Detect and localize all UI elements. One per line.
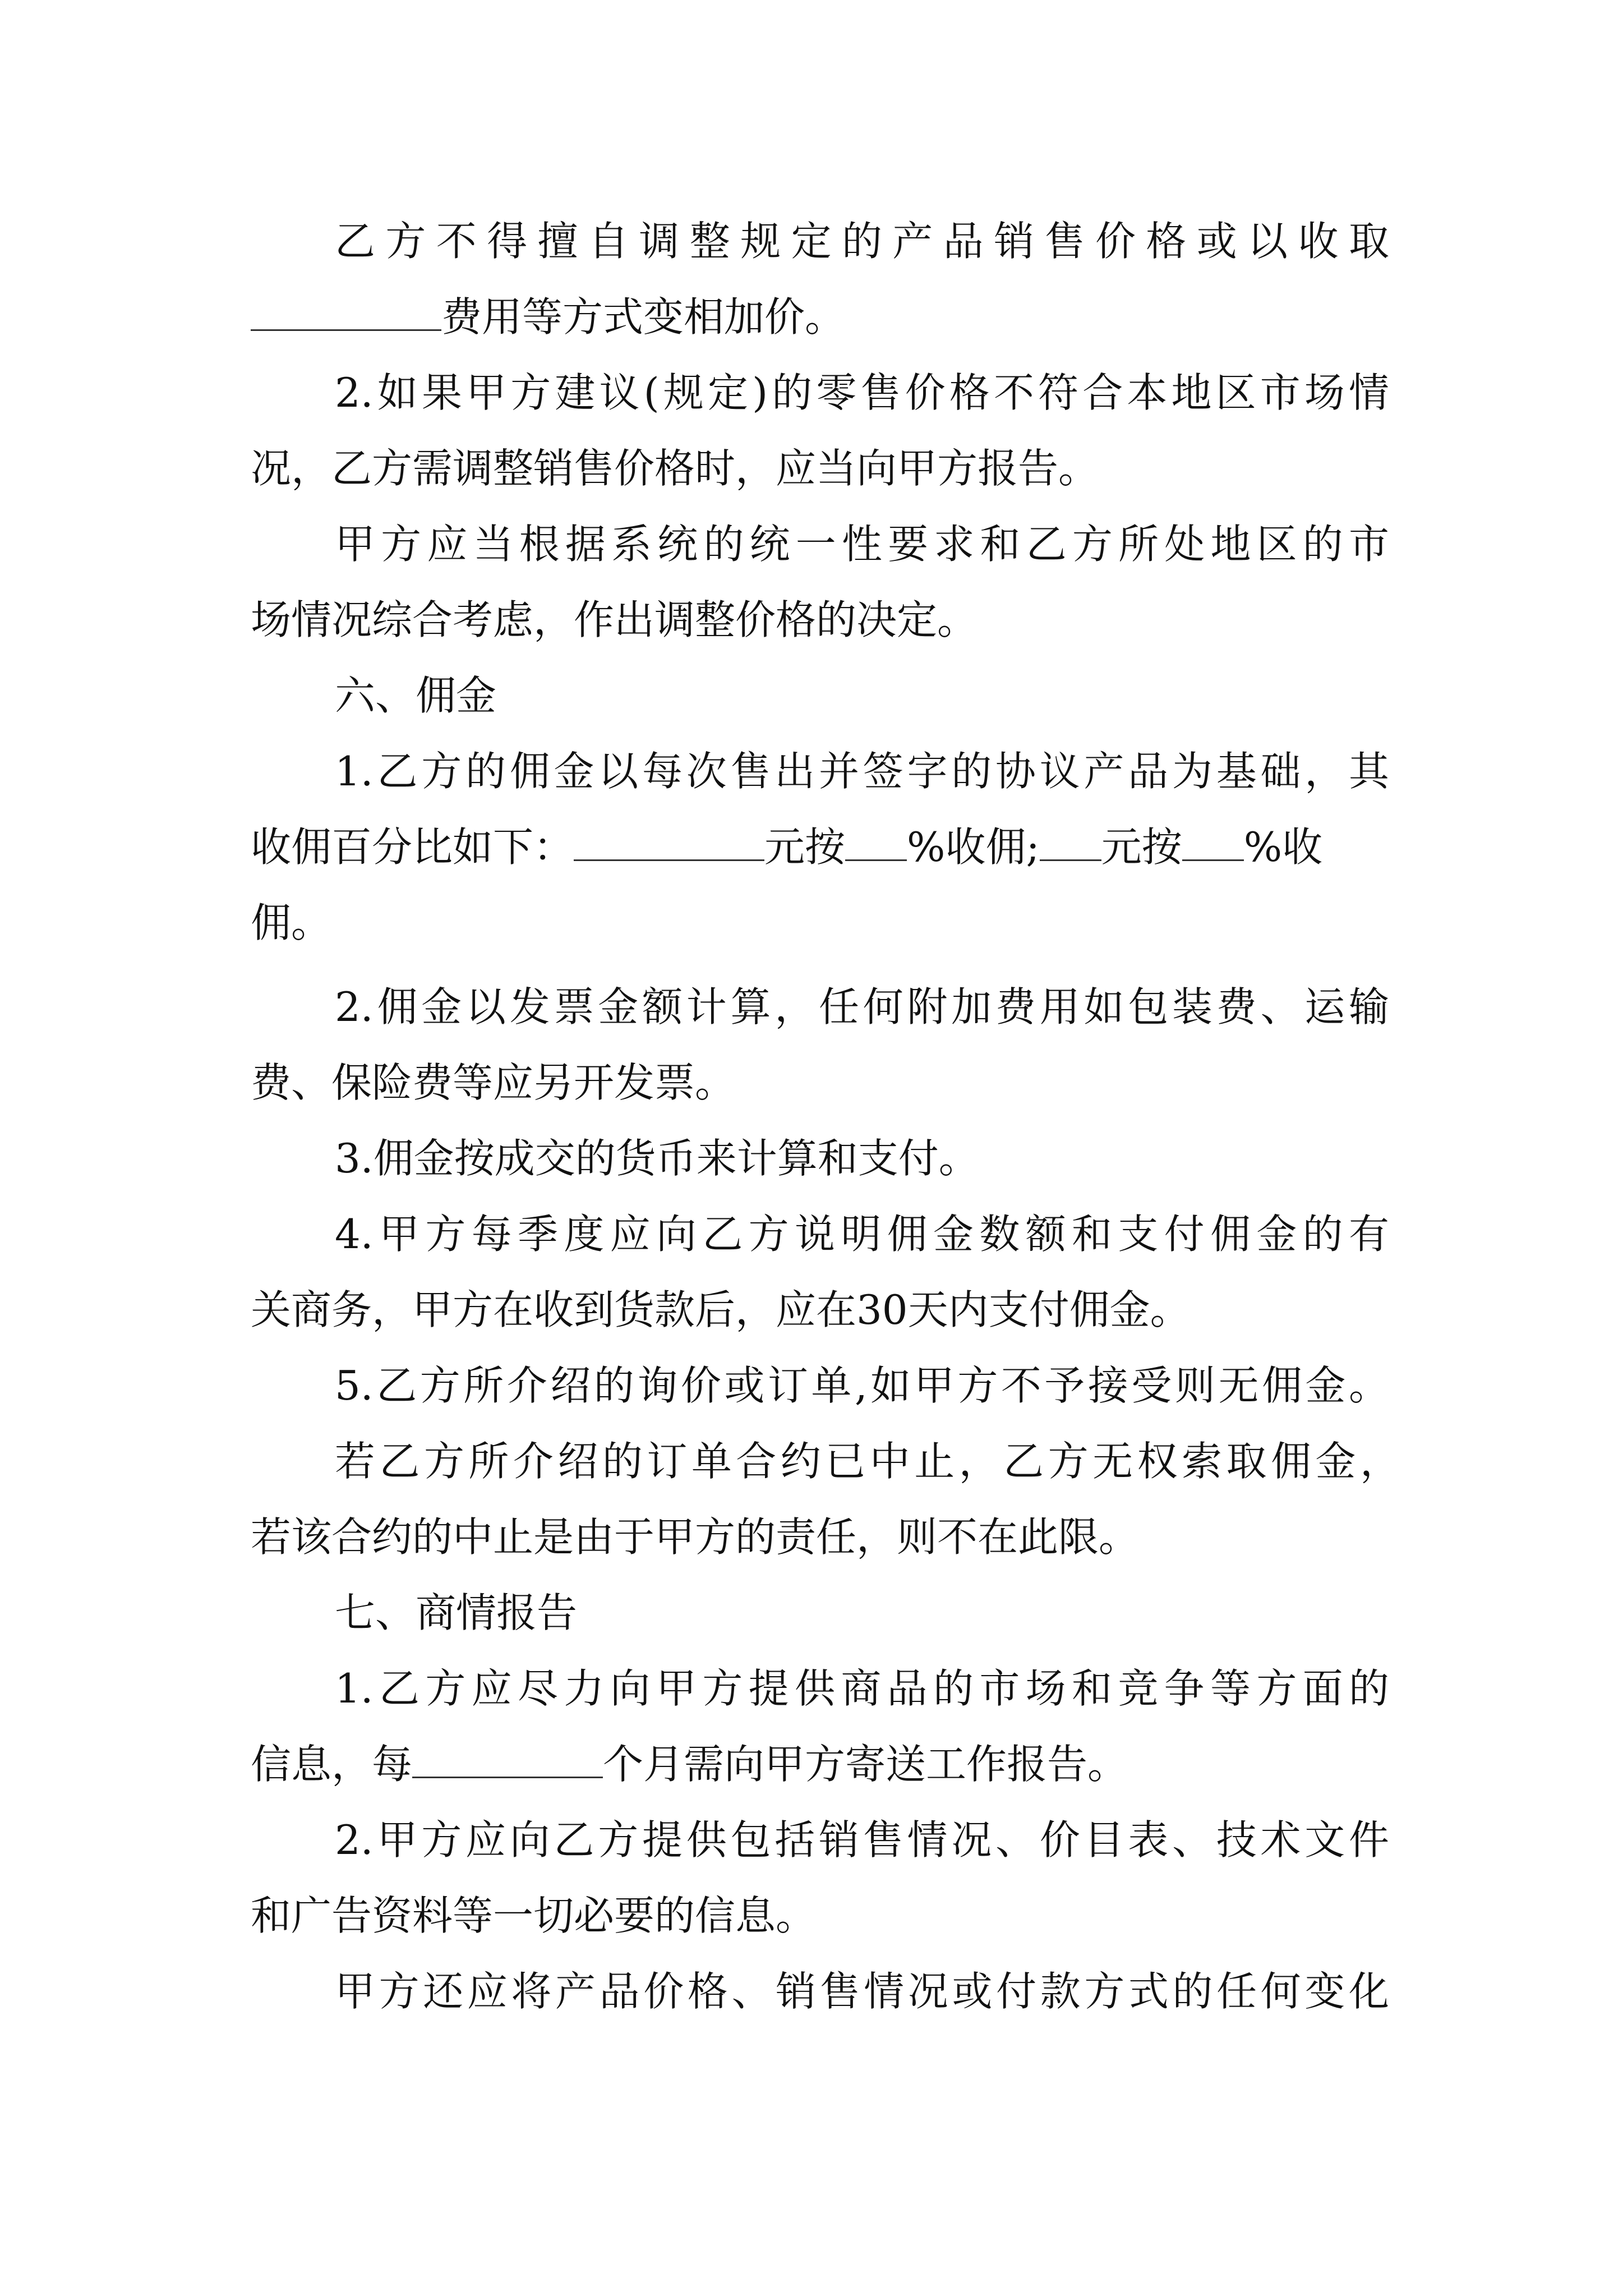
line-text: 乙方不得擅自调整规定的产品销售价格或以收取 bbox=[335, 218, 1389, 265]
line-text: 若该合约的中止是由于甲方的责任，则不在此限。 bbox=[251, 1513, 1140, 1561]
line-text: 5.乙方所介绍的询价或订单,如甲方不予接受则无佣金。 bbox=[335, 1362, 1389, 1409]
section-heading bbox=[335, 1579, 1473, 1646]
line-text: 费用等方式变相加价。 bbox=[441, 293, 846, 341]
fill-in-blank bbox=[1182, 816, 1244, 861]
heading-text: 六、佣金 bbox=[335, 672, 497, 719]
line-text: 关商务，甲方在收到货款后，应在30天内支付佣金。 bbox=[251, 1286, 1191, 1333]
line-text: 佣。 bbox=[251, 899, 332, 946]
paragraph-line bbox=[251, 1731, 1389, 1798]
line-text: 3.佣金按成交的货币来计算和支付。 bbox=[335, 1135, 979, 1182]
fill-in-blank bbox=[251, 286, 441, 331]
line-text: 元按 bbox=[764, 823, 846, 871]
paragraph-line bbox=[251, 813, 1389, 881]
paragraph-line bbox=[335, 359, 1389, 426]
line-text: 甲方还应将产品价格、销售情况或付款方式的任何变化 bbox=[335, 1968, 1389, 2015]
paragraph-line bbox=[335, 1352, 1389, 1419]
paragraph-line bbox=[251, 283, 1389, 351]
paragraph-line bbox=[335, 973, 1389, 1041]
paragraph-line bbox=[335, 1958, 1389, 2025]
paragraph-line bbox=[335, 510, 1389, 578]
line-text: 元按 bbox=[1101, 823, 1182, 871]
line-text: %收 bbox=[1243, 823, 1323, 871]
line-text: 场情况综合考虑，作出调整价格的决定。 bbox=[251, 596, 978, 643]
line-text: 况，乙方需调整销售价格时，应当向甲方报告。 bbox=[251, 445, 1099, 492]
line-text: 甲方应当根据系统的统一性要求和乙方所处地区的市 bbox=[335, 521, 1389, 568]
line-text: %收佣; bbox=[907, 823, 1040, 871]
paragraph-line bbox=[251, 586, 1389, 654]
line-text: 和广告资料等一切必要的信息。 bbox=[251, 1892, 817, 1939]
line-text: 4.甲方每季度应向乙方说明佣金数额和支付佣金的有 bbox=[335, 1211, 1389, 1258]
line-text: 若乙方所介绍的订单合约已中止，乙方无权索取佣金， bbox=[335, 1438, 1400, 1485]
paragraph-line bbox=[335, 738, 1389, 805]
line-text: 2.如果甲方建议(规定)的零售价格不符合本地区市场情 bbox=[335, 369, 1389, 416]
line-text: 费、保险费等应另开发票。 bbox=[251, 1059, 736, 1106]
section-heading bbox=[335, 662, 1473, 729]
line-text: 个月需向甲方寄送工作报告。 bbox=[603, 1741, 1128, 1788]
line-text: 1.乙方的佣金以每次售出并签字的协议产品为基础，其 bbox=[335, 748, 1389, 795]
line-text: 信息，每 bbox=[251, 1741, 413, 1788]
paragraph-line bbox=[335, 1806, 1389, 1874]
paragraph-line bbox=[335, 1428, 1400, 1495]
paragraph-line bbox=[335, 1655, 1389, 1722]
line-text: 1.乙方应尽力向甲方提供商品的市场和竞争等方面的 bbox=[335, 1665, 1389, 1712]
paragraph-line bbox=[335, 1125, 1473, 1192]
line-text: 2.甲方应向乙方提供包括销售情况、价目表、技术文件 bbox=[335, 1816, 1389, 1864]
heading-text: 七、商情报告 bbox=[335, 1589, 578, 1636]
line-text: 收佣百分比如下： bbox=[251, 823, 574, 871]
fill-in-blank bbox=[574, 816, 764, 861]
paragraph-line bbox=[251, 435, 1389, 502]
fill-in-blank bbox=[1040, 816, 1101, 861]
fill-in-blank bbox=[412, 1733, 603, 1778]
fill-in-blank bbox=[845, 816, 907, 861]
paragraph-line bbox=[251, 1276, 1389, 1343]
paragraph-line bbox=[251, 889, 1389, 956]
paragraph-line bbox=[251, 1882, 1389, 1949]
paragraph-line bbox=[251, 1503, 1389, 1571]
paragraph-line bbox=[335, 208, 1389, 275]
paragraph-line bbox=[251, 1049, 1389, 1116]
paragraph-line bbox=[335, 1200, 1389, 1268]
line-text: 2.佣金以发票金额计算，任何附加费用如包装费、运输 bbox=[335, 983, 1389, 1030]
